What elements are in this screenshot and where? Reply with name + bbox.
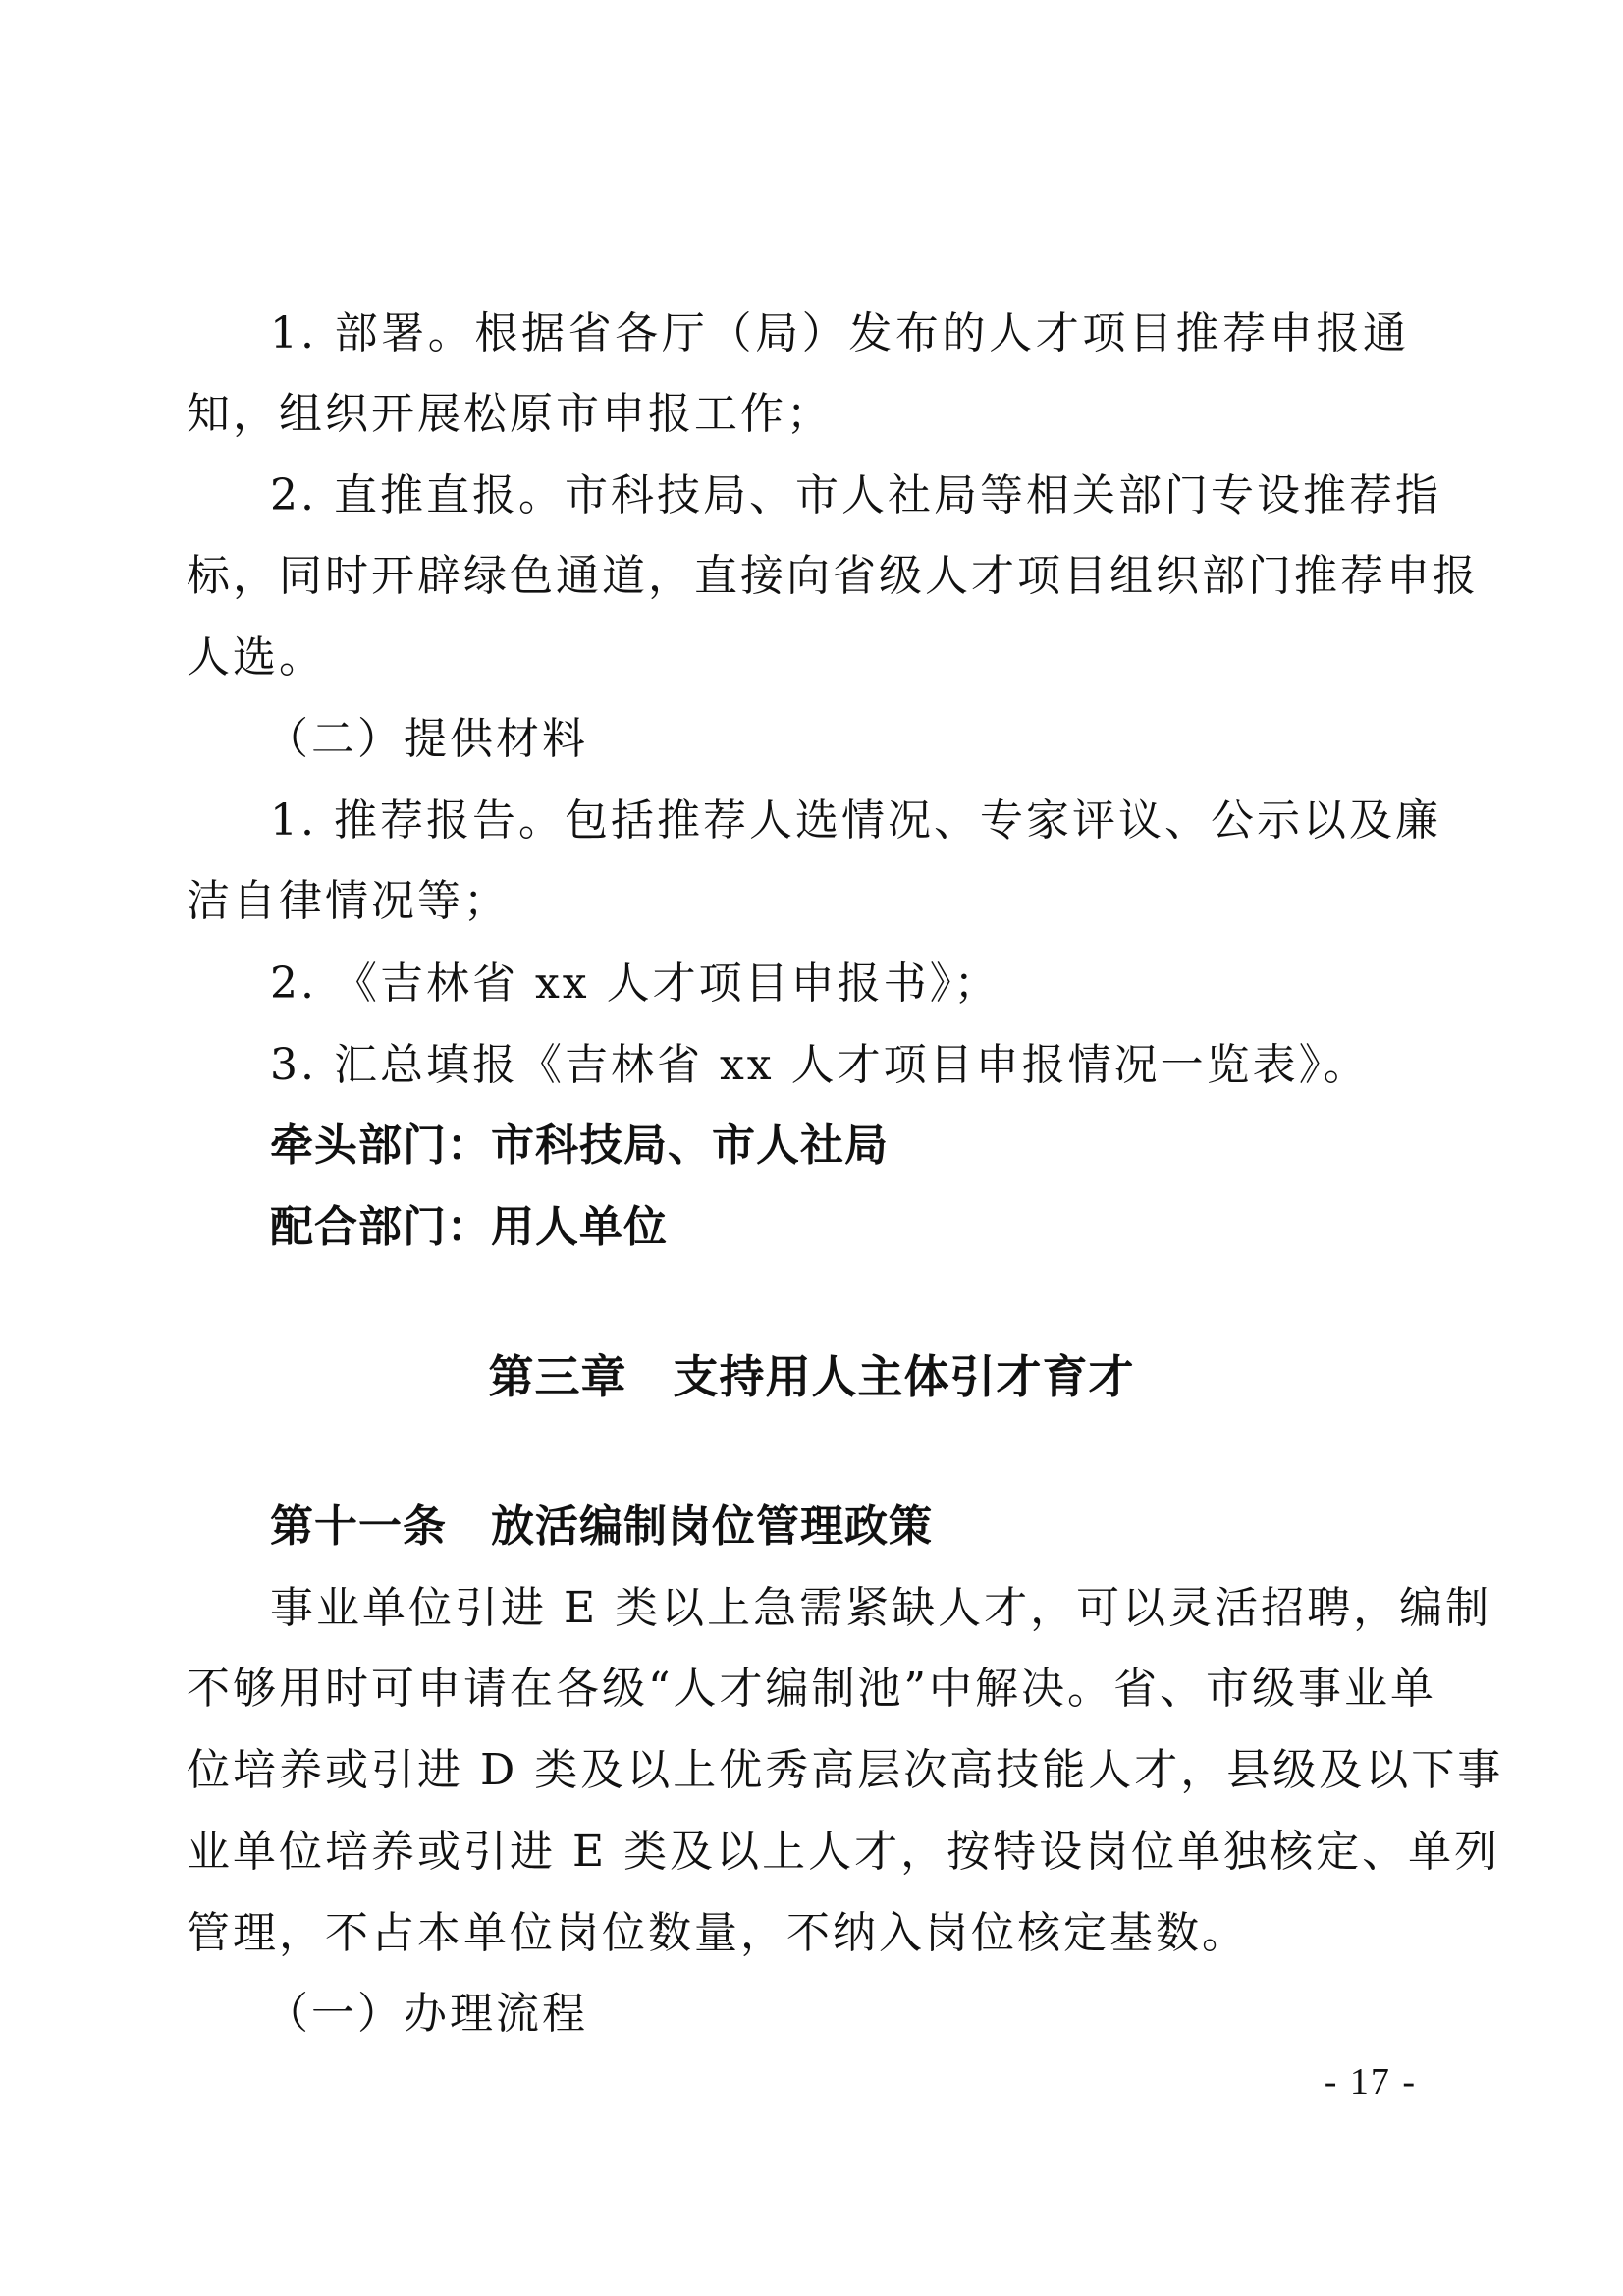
paragraph-line: 1. 推荐报告。包括推荐人选情况、专家评议、公示以及廉	[270, 795, 1441, 846]
paragraph-line: 2. 直推直报。市科技局、市人社局等相关部门专设推荐指	[270, 470, 1441, 520]
paragraph-line: 1. 部署。根据省各厅（局）发布的人才项目推荐申报通	[270, 308, 1409, 358]
paragraph-line: 事业单位引进 E 类以上急需紧缺人才，可以灵活招聘，编制	[270, 1583, 1492, 1633]
paragraph-line: 洁自律情况等；	[187, 876, 510, 926]
paragraph-line: 业单位培养或引进 E 类及以上人才，按特设岗位单独核定、单列	[187, 1827, 1501, 1877]
lead-department: 牵头部门：市科技局、市人社局	[270, 1121, 889, 1171]
paragraph-line: 标，同时开辟绿色通道，直接向省级人才项目组织部门推荐申报	[187, 551, 1479, 601]
chapter-title: 第三章 支持用人主体引才育才	[488, 1350, 1135, 1403]
page-number: - 17 -	[1324, 2061, 1417, 2103]
paragraph-line: 位培养或引进 D 类及以上优秀高层次高技能人才，县级及以下事	[187, 1745, 1504, 1795]
paragraph-line: 3. 汇总填报《吉林省 xx 人才项目申报情况一览表》。	[270, 1040, 1370, 1090]
paragraph-line: 2. 《吉林省 xx 人才项目申报书》；	[270, 958, 1001, 1009]
article-title: 第十一条 放活编制岗位管理政策	[270, 1502, 933, 1552]
paragraph-line: 知，组织开展松原市申报工作；	[187, 389, 833, 439]
paragraph-line: 管理，不占本单位岗位数量，不纳入岗位核定基数。	[187, 1908, 1248, 1958]
paragraph-line: 人选。	[187, 632, 325, 683]
cooperating-department: 配合部门：用人单位	[270, 1202, 668, 1252]
paragraph-line: 不够用时可申请在各级“人才编制池”中解决。省、市级事业单	[187, 1664, 1436, 1714]
section-heading: （一）办理流程	[265, 1989, 588, 2039]
section-heading: （二）提供材料	[265, 714, 588, 764]
